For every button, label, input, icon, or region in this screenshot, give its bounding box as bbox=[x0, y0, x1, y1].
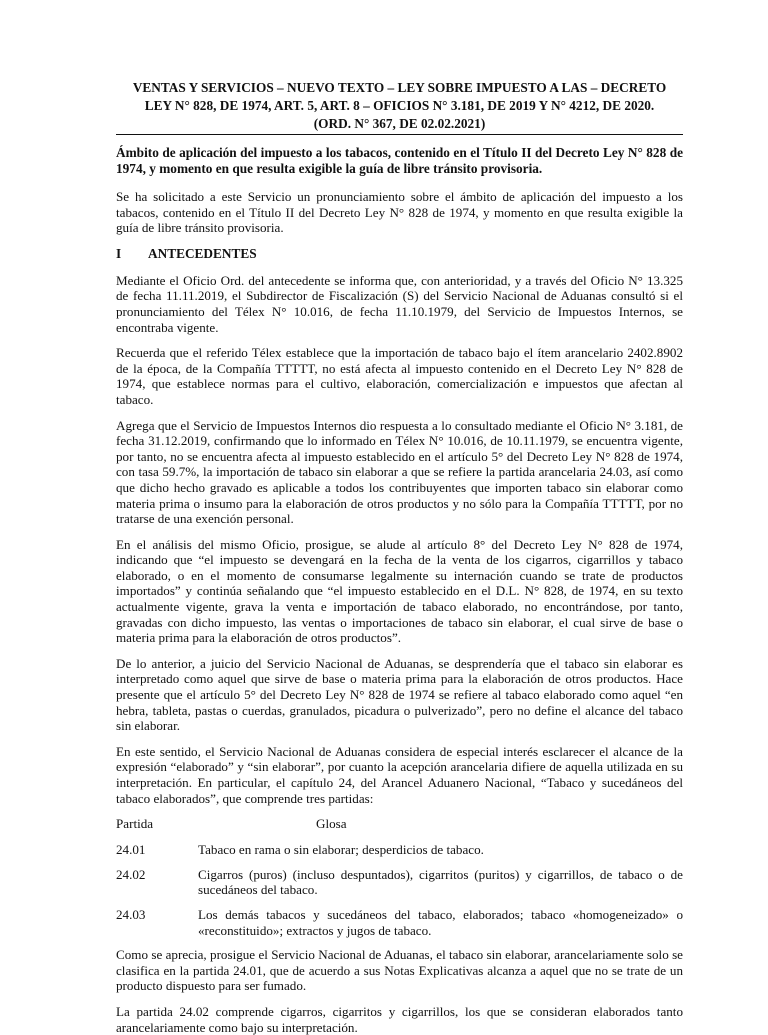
row-description: Cigarros (puros) (incluso despuntados), cigarritos (puritos) y cigarrillos, de tabaco o de sucedáneos del tabaco. bbox=[198, 866, 683, 898]
row-description: Los demás tabacos y sucedáneos del tabaco, elaborados; tabaco «homogeneizado» o «reconstituido»; extractos y jugos de tabaco. bbox=[198, 906, 683, 938]
paragraph: Mediante el Oficio Ord. del antecedente se informa que, con anterioridad, y a través del Oficio N° 13.325 de fecha 11.11.2019, el Subdirector de Fiscalización (S) del Servicio Nacional de Aduanas consultó si el pronunciamiento del Télex N° 10.016, de fecha 11.10.1979, del Servicio de Impuestos Internos, se encontraba vigente. bbox=[116, 272, 683, 335]
section-heading bbox=[116, 246, 683, 262]
table-row bbox=[116, 907, 683, 938]
table-row bbox=[116, 842, 683, 858]
section-title: ANTECEDENTES bbox=[148, 245, 257, 261]
paragraph: De lo anterior, a juicio del Servicio Nacional de Aduanas, se desprendería que el tabaco sin elaborar es interpretado como aquel que sirve de base o materia prima para la elaboración de otros productos. Hace presente que el artículo 5° del Decreto Ley N° 828 de 1974 se refiere al tabaco elaborado como aquel “en hebra, tableta, pastas o cuerdas, granulados, picadura o pulverizado”, pero no define el alcance del tabaco sin elaborar. bbox=[116, 655, 683, 734]
paragraph: Como se aprecia, prosigue el Servicio Nacional de Aduanas, el tabaco sin elaborar, arancelariamente solo se clasifica en la partida 24.01, que de acuerdo a sus Notas Explicativas alcanza a aquel que no se trate de un producto dispuesto para ser fumado. bbox=[116, 947, 683, 994]
intro-paragraph: Se ha solicitado a este Servicio un pronunciamiento sobre el ámbito de aplicación del impuesto a los tabacos, contenido en el Título II del Decreto Ley N° 828 de 1974, y momento en que resulta exigible la guía de libre tránsito provisoria. bbox=[116, 189, 683, 236]
table-row bbox=[116, 867, 683, 898]
tariff-table bbox=[116, 816, 683, 938]
row-code: 24.01 bbox=[116, 842, 146, 858]
title-line-1: VENTAS Y SERVICIOS – NUEVO TEXTO – LEY SOBRE IMPUESTO A LAS – DECRETO bbox=[132, 80, 667, 95]
header-partida: Partida bbox=[116, 816, 154, 832]
document-title bbox=[116, 80, 683, 132]
paragraph: En este sentido, el Servicio Nacional de Aduanas considera de especial interés esclarecer el alcance de la expresión “elaborado” y “sin elaborar”, por cuanto la acepción arancelaria difiere de aquella utilizada en su interpretación. En particular, el capítulo 24, del Arancel Aduanero Nacional, “Tabaco y sucedáneos del tabaco elaborados”, que comprende tres partidas: bbox=[116, 743, 683, 806]
table-header bbox=[116, 816, 683, 832]
paragraph: La partida 24.02 comprende cigarros, cigarritos y cigarrillos, los que se consideran elaborados tanto arancelariamente como bajo su interpretación. bbox=[116, 1003, 683, 1035]
title-divider bbox=[116, 134, 683, 135]
paragraph: En el análisis del mismo Oficio, prosigue, se alude al artículo 8° del Decreto Ley N° 828 de 1974, indicando que “el impuesto se devengará en la fecha de la venta de los cigarros, cigarrillos y tabaco elaborado, o en el momento de consumarse legalmente su internación cuando se trate de productos importados” y continúa señalando que “el impuesto establecido en el D.L. N° 828, de 1974, en su texto actualmente vigente, grava la venta e importación de tabaco elaborado, no encontrándose, por tanto, gravadas con dicho impuesto, las ventas o importaciones de tabaco sin elaborar, el cual sirve de base o materia prima para la elaboración de otros productos”. bbox=[116, 536, 683, 646]
subject-heading: Ámbito de aplicación del impuesto a los tabacos, contenido en el Título II del Decreto Ley N° 828 de 1974, y momento en que resulta exigible la guía de libre tránsito provisoria. bbox=[116, 145, 683, 176]
row-code: 24.02 bbox=[116, 866, 146, 882]
section-number: I bbox=[116, 245, 122, 261]
title-line-2: LEY N° 828, DE 1974, ART. 5, ART. 8 – OFICIOS N° 3.181, DE 2019 Y N° 4212, DE 2020. bbox=[144, 98, 655, 113]
row-description: Tabaco en rama o sin elaborar; desperdicios de tabaco. bbox=[198, 842, 484, 858]
row-code: 24.03 bbox=[116, 906, 146, 922]
paragraph: Agrega que el Servicio de Impuestos Internos dio respuesta a lo consultado mediante el Oficio N° 3.181, de fecha 31.12.2019, confirmando que lo informado en Télex N° 10.016, de 10.11.1979, se encuentra vigente, por tanto, no se encuentra afecta al impuesto establecido en el artículo 5° del Decreto Ley N° 828 de 1974, con tasa 59.7%, la importación de tabaco sin elaborar a que se refiere la partida arancelaria 24.03, así como que dicho hecho gravado es aplicable a todos los contribuyentes que importen tabaco sin elaborar como materia prima o insumo para la elaboración de otros productos y no sólo para la Compañía TTTTT, por no tratarse de una exención personal. bbox=[116, 417, 683, 527]
header-glosa: Glosa bbox=[316, 816, 347, 832]
title-line-3: (ORD. N° 367, DE 02.02.2021) bbox=[313, 116, 486, 131]
paragraph: Recuerda que el referido Télex establece que la importación de tabaco bajo el ítem arancelario 2402.8902 de la época, de la Compañía TTTTT, no está afecta al impuesto contenido en el Decreto Ley N° 828 de 1974, que establece normas para el cultivo, elaboración, comercialización e impuestos que afectan al tabaco. bbox=[116, 345, 683, 407]
